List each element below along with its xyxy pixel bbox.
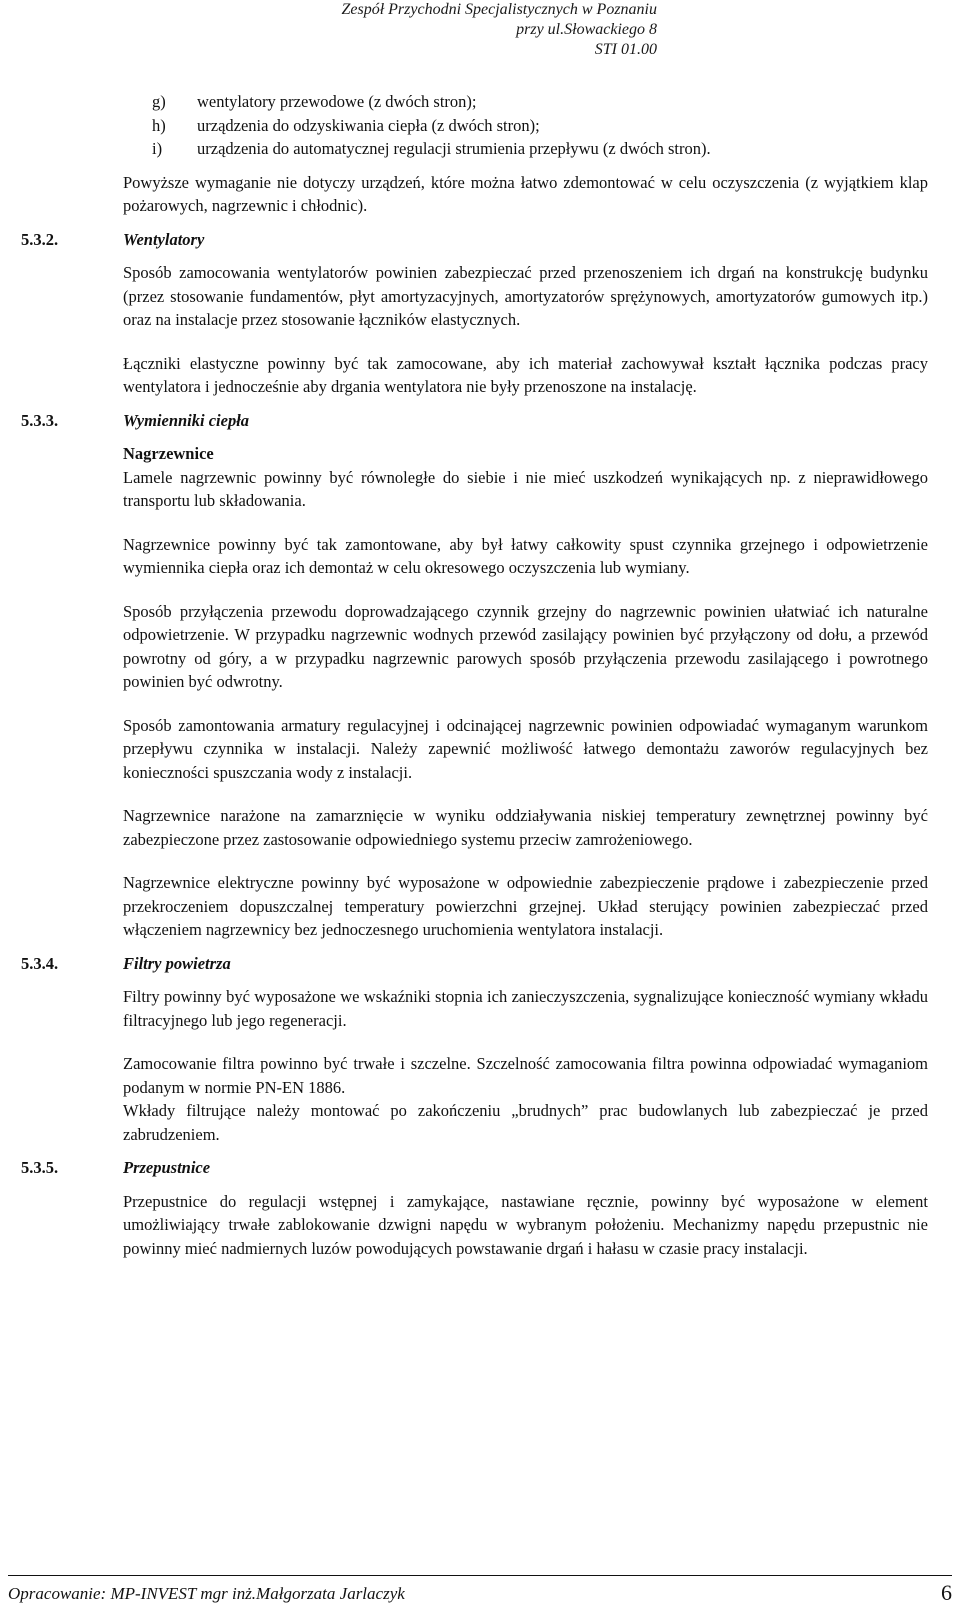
header-line-1: Zespół Przychodni Specjalistycznych w Poznaniu: [341, 1, 657, 18]
section-number: 5.3.5.: [21, 1158, 59, 1177]
paragraph: Nagrzewnice narażone na zamarznięcie w wyniku oddziaływania niskiej temperatury zewnętrznej powinny być zabezpieczone przez zastosowanie odpowiedniego systemu przeciw zamrożeniowego.: [123, 806, 928, 849]
subheading-heaters: Nagrzewnice: [123, 444, 214, 463]
list-item-text: urządzenia do automatycznej regulacji strumienia przepływu (z dwóch stron).: [197, 139, 711, 158]
paragraph: Sposób przyłączenia przewodu doprowadzającego czynnik grzejny do nagrzewnic powinien ułatwiać ich naturalne odpowietrzenie. W przypadku nagrzewnic wodnych przewód zasilający powinien być przyłączony od dołu, a przewód powrotny od góry, a w przypadku nagrzewnic parowych sposób przyłączenia przewodu zasilającego i powrotnego powinien być odwrotny.: [123, 601, 928, 691]
paragraph: Wkłady filtrujące należy montować po zakończeniu „brudnych” prac budowlanych lub zabezpieczać je przed zabrudzeniem.: [123, 1101, 928, 1144]
section-heading-heat-exchangers: [21, 409, 960, 433]
header-line-2: przy ul.Słowackiego 8: [516, 21, 657, 38]
list-item-text: urządzenia do odzyskiwania ciepła (z dwóch stron);: [197, 115, 540, 135]
section-title: Filtry powietrza: [123, 953, 231, 973]
section-title: Wentylatory: [123, 229, 205, 249]
paragraph: Łączniki elastyczne powinny być tak zamocowane, aby ich materiał zachowywał kształt łącznika podczas pracy wentylatora i jednocześnie aby drgania wentylatora nie były przenoszone na instalację.: [123, 353, 928, 396]
list-item: [152, 137, 922, 161]
header-line-3: STI 01.00: [594, 41, 657, 58]
section-heading-dampers: [21, 1156, 960, 1180]
device-list: [152, 90, 922, 161]
page-header: [257, 0, 657, 60]
section-number: 5.3.4.: [21, 953, 59, 973]
section-title: Wymienniki ciepła: [123, 410, 250, 430]
paragraph: Sposób zamocowania wentylatorów powinien zabezpieczać przed przenoszeniem ich drgań na konstrukcję budynku (przez stosowanie fundamentów, płyt amortyzacyjnych, amortyzatorów sprężynowych, amortyzatorów gumowych itp.) oraz na instalacje przez stosowanie łączników elastycznych.: [123, 263, 928, 329]
list-marker: g): [152, 92, 166, 111]
list-marker: h): [152, 115, 166, 135]
page-number: 6: [941, 1580, 952, 1605]
paragraph: Lamele nagrzewnic powinny być równoległe do siebie i nie mieć uszkodzeń wynikających np. z nieprawidłowego transportu lub składowania.: [123, 467, 928, 510]
list-item: [152, 90, 922, 114]
intro-paragraph: Powyższe wymaganie nie dotyczy urządzeń, które można łatwo zdemontować w celu oczyszczenia (z wyjątkiem klap pożarowych, nagrzewnic i chłodnic).: [123, 172, 928, 215]
paragraph: Filtry powinny być wyposażone we wskaźniki stopnia ich zanieczyszczenia, sygnalizujące konieczność wymiany wkładu filtracyjnego lub jego regeneracji.: [123, 987, 928, 1030]
paragraph: Nagrzewnice elektryczne powinny być wyposażone w odpowiednie zabezpieczenie prądowe i zabezpieczenie przed przekroczeniem dopuszczalnej temperatury powierzchni grzejnej. Układ sterujący powinien zabezpieczać przed włączeniem nagrzewnicy bez jednoczesnego uruchomienia wentylatora instalacji.: [123, 873, 928, 939]
list-item: [152, 114, 922, 138]
paragraph: Przepustnice do regulacji wstępnej i zamykające, nastawiane ręcznie, powinny być wyposażone w element umożliwiający trwałe zablokowanie dzwigni napędu w wybranym położeniu. Mechanizmy napędu przepustnic nie powinny mieć nadmiernych luzów powodujących powstawanie drgań i hałasu w czasie pracy instalacji.: [123, 1191, 928, 1258]
footer-author: Opracowanie: MP-INVEST mgr inż.Małgorzata Jarlaczyk: [8, 1584, 405, 1603]
list-item-text: wentylatory przewodowe (z dwóch stron);: [197, 92, 477, 111]
section-heading-fans: [21, 228, 960, 252]
section-number: 5.3.3.: [21, 410, 59, 430]
section-title: Przepustnice: [123, 1158, 211, 1177]
page-footer: [8, 1575, 952, 1604]
section-heading-air-filters: [21, 952, 960, 976]
paragraph: Sposób zamontowania armatury regulacyjnej i odcinającej nagrzewnic powinien odpowiadać wymaganym warunkom przepływu czynnika w instalacji. Należy zapewnić możliwość łatwego demontażu zaworów regulacyjnych bez konieczności spuszczania wody z instalacji.: [123, 715, 928, 782]
paragraph: Zamocowanie filtra powinno być trwałe i szczelne. Szczelność zamocowania filtra powinna odpowiadać wymaganiom podanym w normie PN-EN 1886.: [123, 1054, 928, 1097]
document-body: [0, 90, 960, 1260]
section-number: 5.3.2.: [21, 229, 59, 249]
list-marker: i): [152, 139, 163, 158]
paragraph: Nagrzewnice powinny być tak zamontowane, aby był łatwy całkowity spust czynnika grzejnego i odpowietrzenie wymiennika ciepła oraz ich demontaż w celu okresowego oczyszczenia lub wymiany.: [123, 534, 928, 577]
